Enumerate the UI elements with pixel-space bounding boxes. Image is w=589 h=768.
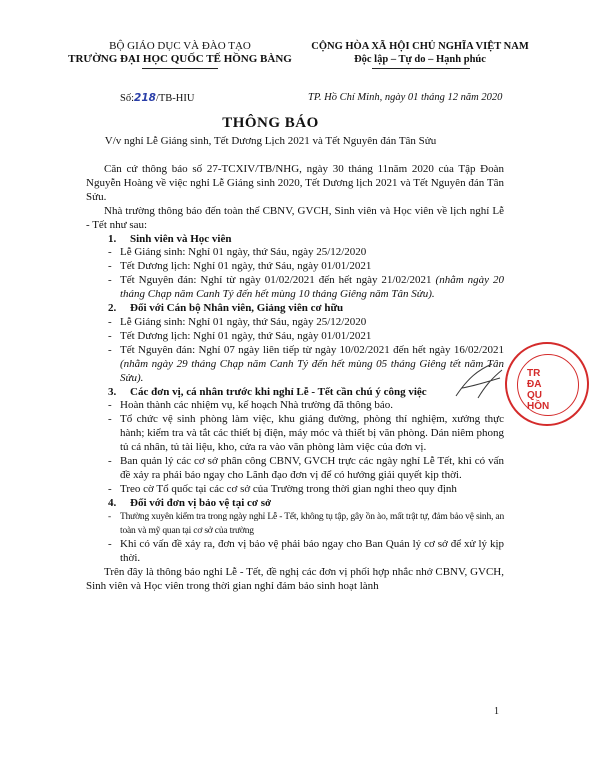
document-body <box>86 163 504 594</box>
list-item: - Tết Nguyên đán: Nghỉ từ ngày 01/02/2021 đến hết ngày 21/02/2021 (nhằm ngày 20 tháng Chạp năm Canh Tý đến hết mùng 10 tháng Giêng năm Tân Sửu). <box>108 274 504 301</box>
header-underline-right <box>372 68 470 69</box>
list-item: - Treo cờ Tổ quốc tại các cơ sở của Trường trong thời gian nghỉ theo quy định <box>108 482 457 495</box>
page-number: 1 <box>494 706 499 717</box>
list-item: - Ban quản lý các cơ sở phân công CBNV, GVCH trực các ngày nghỉ Lễ Tết, khi có vấn đề xảy ra phải báo ngay cho Lãnh đạo đơn vị để có hướng giải quyết kịp thời. <box>108 455 504 481</box>
intro-paragraph-1: Căn cứ thông báo số 27-TCXIV/TB/NHG, ngày 30 tháng 11năm 2020 của Tập Đoàn Nguyễn Hoàng về việc nghỉ Lễ Giáng sinh 2020, Tết Dương lịch 2021 và Tết Nguyên đán Tân Sửu. <box>86 163 504 203</box>
list-item: - Lễ Giáng sinh: Nghỉ 01 ngày, thứ Sáu, ngày 25/12/2020 <box>108 315 367 328</box>
red-seal-stamp: TR ĐA QU HỒN <box>505 342 589 426</box>
header-underline-left <box>142 68 218 69</box>
date-place: TP. Hồ Chí Minh, ngày 01 tháng 12 năm 2020 <box>308 92 503 103</box>
list-item: - Thường xuyên kiểm tra trong ngày nghỉ Lễ - Tết, không tụ tập, gây ồn ào, mất trật tự, đảm bảo vệ sinh, an toàn và mỹ quan tại cơ sở của trường <box>108 511 504 536</box>
lunar-note: (nhằm ngày 29 tháng Chạp năm Canh Tý đến hết mùng 05 tháng Giêng tết năm Tân Sửu). <box>120 357 504 384</box>
document-subject: V/v nghỉ Lễ Giáng sinh, Tết Dương Lịch 2021 và Tết Nguyên đán Tân Sửu <box>104 135 437 147</box>
section-1-heading: 1. Sinh viên và Học viên <box>108 232 232 245</box>
lunar-note: (nhằm ngày 20 tháng Chạp năm Canh Tý đến hết mùng 10 tháng Giêng năm Tân Sửu). <box>120 274 504 301</box>
list-item: - Hoàn thành các nhiệm vụ, kế hoạch Nhà trường đã thông báo. <box>108 399 393 412</box>
list-item: - Lễ Giáng sinh: Nghỉ 01 ngày, thứ Sáu, ngày 25/12/2020 <box>108 246 367 259</box>
handwritten-initial-signature <box>448 358 508 404</box>
section-4-heading: 4. Đối với đơn vị bảo vệ tại cơ sở <box>108 496 272 509</box>
national-header <box>305 40 535 66</box>
list-item: - Tổ chức vệ sinh phòng làm việc, khu giảng đường, phòng thí nghiệm, xưởng thực hành; kiểm tra và tắt các thiết bị điện, máy móc và thiết bị văn phòng. Dán niêm phong tủ cá nhân, tủ tài liệu, kho, cửa ra vào văn phòng làm việc của đơn vị. <box>108 413 504 454</box>
document-number: Số:218/TB-HIU <box>120 92 195 104</box>
university-name: TRƯỜNG ĐẠI HỌC QUỐC TẾ HỒNG BÀNG <box>68 53 292 65</box>
list-item: - Tết Dương lịch: Nghỉ 01 ngày, thứ Sáu, ngày 01/01/2021 <box>108 260 372 273</box>
intro-paragraph-2: Nhà trường thông báo đến toàn thể CBNV, GVCH, Sinh viên và Học viên về lịch nghỉ Lễ - Tết như sau: <box>86 204 504 231</box>
national-motto: Độc lập – Tự do – Hạnh phúc <box>354 54 486 65</box>
list-item: - Tết Dương lịch: Nghỉ 01 ngày, thứ Sáu, ngày 01/01/2021 <box>108 329 372 342</box>
section-3-heading: 3. Các đơn vị, cá nhân trước khi nghỉ Lễ - Tết cần chú ý công việc <box>108 385 427 398</box>
section-2-heading: 2. Đối với Cán bộ Nhân viên, Giảng viên cơ hữu <box>108 302 344 315</box>
list-item: - Khi có vấn đề xảy ra, đơn vị bảo vệ phải báo ngay cho Ban Quản lý cơ sở để xử lý kịp thời. <box>108 538 504 565</box>
document-title: THÔNG BÁO <box>222 115 319 131</box>
republic-name: CỘNG HÒA XÃ HỘI CHỦ NGHĨA VIỆT NAM <box>311 41 529 52</box>
list-item: - Tết Nguyên đán: Nghỉ 07 ngày liên tiếp từ ngày 10/02/2021 đến hết ngày 16/02/2021 (nhằm ngày 29 tháng Chạp năm Canh Tý đến hết mùng 05 tháng Giêng tết năm Tân Sửu). <box>108 343 504 384</box>
issuer-header <box>60 40 300 66</box>
ministry-name: BỘ GIÁO DỤC VÀ ĐÀO TẠO <box>109 40 251 52</box>
closing-paragraph: Trên đây là thông báo nghỉ Lễ - Tết, đề nghị các đơn vị phối hợp nhắc nhở CBNV, GVCH, Sinh viên và Học viên trong thời gian nghỉ đảm bảo sinh hoạt lành <box>86 566 504 593</box>
handwritten-number: 218 <box>134 92 156 104</box>
